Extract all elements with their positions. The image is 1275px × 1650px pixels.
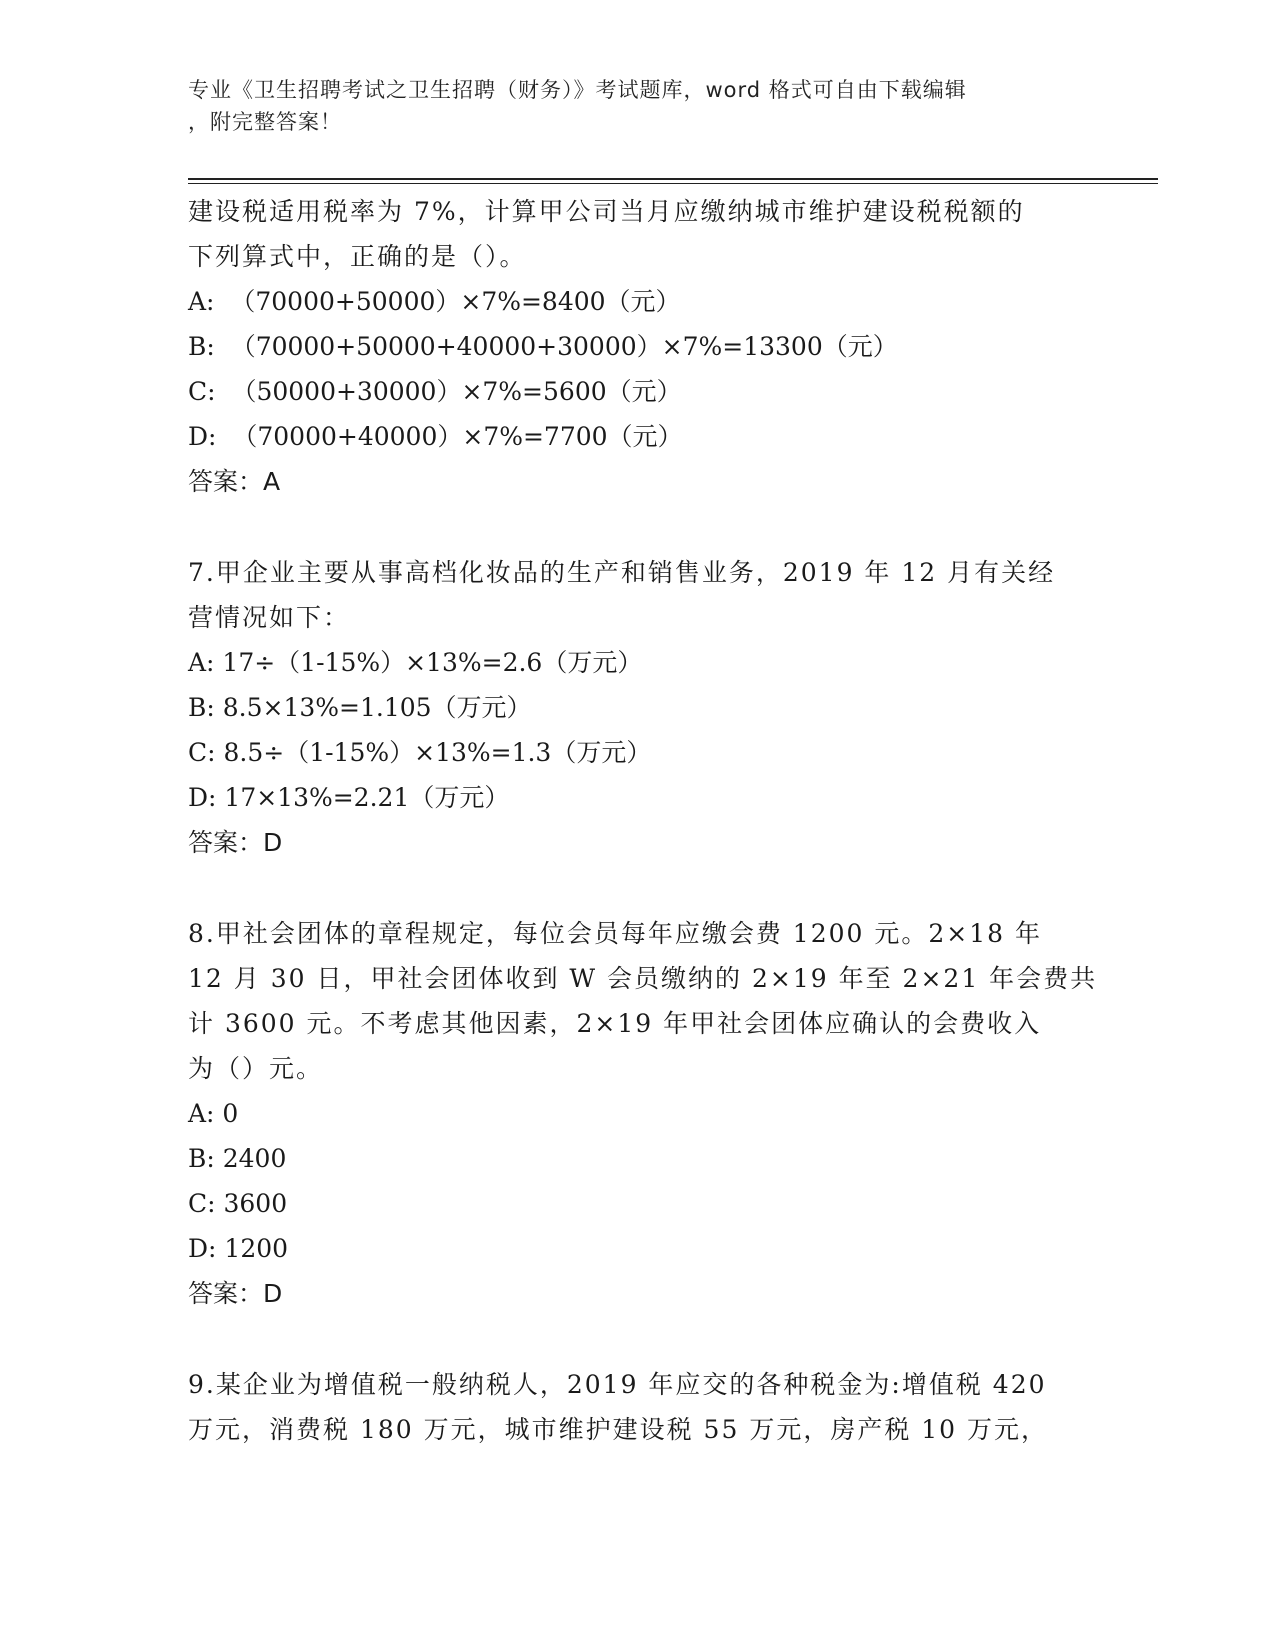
option-d: D: 1200 [188, 1234, 289, 1263]
answer-label: 答案：D [188, 828, 283, 857]
question-9 [188, 1362, 1088, 1452]
option-a: A: 0 [188, 1099, 239, 1128]
answer-label: 答案：A [188, 467, 281, 496]
question-text: 计 3600 元。不考虑其他因素，2×19 年甲社会团体应确认的会费收入 [188, 1009, 1042, 1038]
option-d: D: （70000+40000）×7%=7700（元） [188, 422, 683, 451]
option-a: A: （70000+50000）×7%=8400（元） [188, 287, 681, 316]
header-divider-thin [188, 183, 1158, 184]
question-6 [188, 189, 1088, 504]
option-c: C: 8.5÷（1-15%）×13%=1.3（万元） [188, 738, 652, 767]
document-header [188, 74, 1088, 138]
option-b: B: 2400 [188, 1144, 287, 1173]
question-text: 12 月 30 日，甲社会团体收到 W 会员缴纳的 2×19 年至 2×21 年会费共 [188, 964, 1098, 993]
question-text: 万元，消费税 180 万元，城市维护建设税 55 万元，房产税 10 万元， [188, 1415, 1049, 1444]
option-c: C: 3600 [188, 1189, 288, 1218]
header-line-2: ，附完整答案！ [188, 110, 342, 134]
question-7 [188, 550, 1088, 865]
question-list [188, 189, 1098, 1452]
option-b: B: （70000+50000+40000+30000）×7%=13300（元） [188, 332, 898, 361]
option-d: D: 17×13%=2.21（万元） [188, 783, 510, 812]
question-8 [188, 911, 1098, 1316]
option-b: B: 8.5×13%=1.105（万元） [188, 693, 532, 722]
question-text: 下列算式中，正确的是（）。 [188, 242, 527, 271]
header-divider [188, 178, 1158, 180]
question-text: 8.甲社会团体的章程规定，每位会员每年应缴会费 1200 元。2×18 年 [188, 919, 1042, 948]
question-text: 9.某企业为增值税一般纳税人，2019 年应交的各种税金为:增值税 420 [188, 1370, 1047, 1399]
header-line-1: 专业《卫生招聘考试之卫生招聘（财务）》考试题库，word 格式可自由下载编辑 [188, 78, 967, 102]
question-text: 营情况如下： [188, 603, 351, 632]
question-text: 建设税适用税率为 7%，计算甲公司当月应缴纳城市维护建设税税额的 [188, 197, 1025, 226]
option-a: A: 17÷（1-15%）×13%=2.6（万元） [188, 648, 643, 677]
question-text: 为（）元。 [188, 1054, 324, 1083]
option-c: C: （50000+30000）×7%=5600（元） [188, 377, 682, 406]
answer-label: 答案：D [188, 1279, 283, 1308]
question-text: 7.甲企业主要从事高档化妆品的生产和销售业务，2019 年 12 月有关经 [188, 558, 1056, 587]
